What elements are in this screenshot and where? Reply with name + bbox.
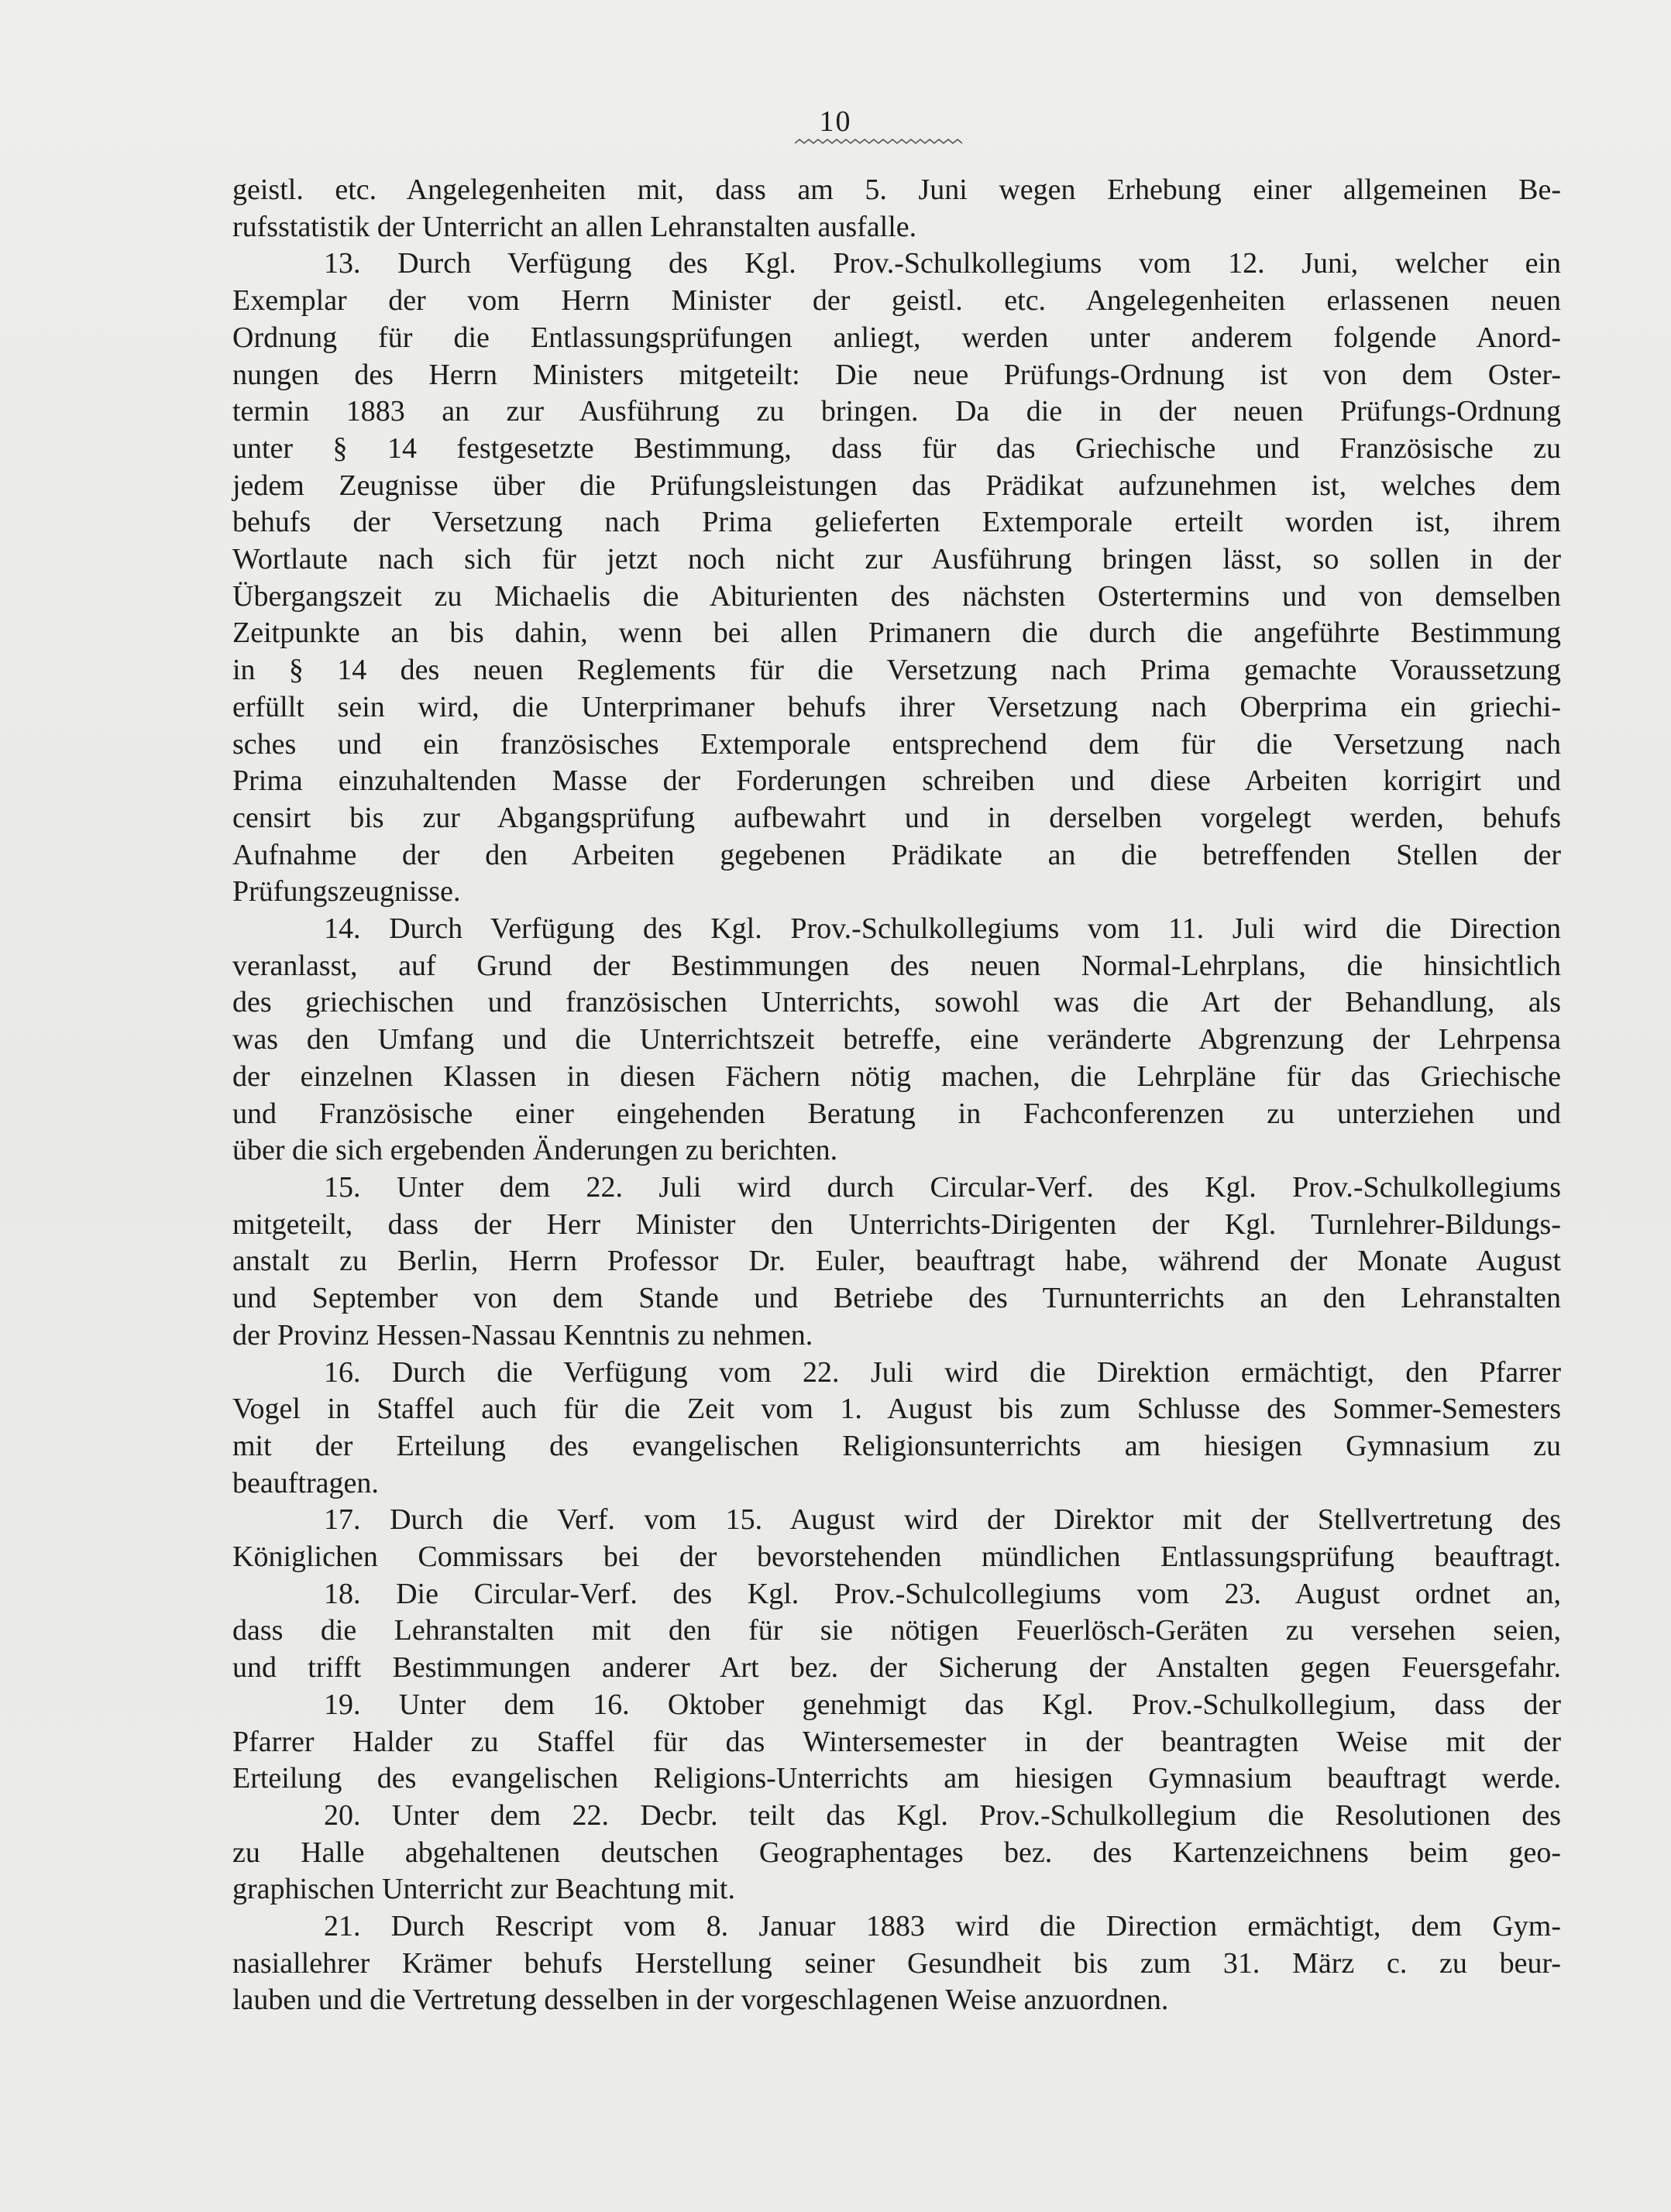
text-line: zu Halle abgehaltenen deutschen Geographentages bez. des Kartenzeichnens beim geo- (232, 1836, 1561, 1869)
text-line: Exemplar der vom Herrn Minister der geistl. etc. Angelegenheiten erlassenen neuen (232, 284, 1561, 318)
text-line: anstalt zu Berlin, Herrn Professor Dr. Euler, beauftragt habe, während der Monate August (232, 1245, 1561, 1278)
text-line: veranlasst, auf Grund der Bestimmungen des neuen Normal-Lehrplans, die hinsichtlich (232, 949, 1561, 982)
text-line: nasiallehrer Krämer behufs Herstellung seiner Gesundheit bis zum 31. März c. zu beur- (232, 1946, 1561, 1980)
text-line: in § 14 des neuen Reglements für die Versetzung nach Prima gemachte Voraussetzung (232, 654, 1561, 687)
text-line: erfüllt sein wird, die Unterprimaner behufs ihrer Versetzung nach Oberprima ein griechi- (232, 690, 1561, 723)
page-number: 10 (819, 105, 852, 138)
text-line: 13. Durch Verfügung des Kgl. Prov.-Schulkollegiums vom 12. Juni, welcher ein (324, 247, 1561, 280)
text-line: Erteilung des evangelischen Religions-Unterrichts am hiesigen Gymnasium beauftragt werde. (232, 1762, 1561, 1795)
text-line: Zeitpunkte an bis dahin, wenn bei allen Primanern die durch die angeführte Bestimmung (232, 617, 1561, 650)
text-line: 18. Die Circular-Verf. des Kgl. Prov.-Schulcollegiums vom 23. August ordnet an, (324, 1577, 1561, 1610)
text-line: mit der Erteilung des evangelischen Religionsunterrichts am hiesigen Gymnasium zu (232, 1429, 1561, 1462)
text-line: dass die Lehranstalten mit den für sie nötigen Feuerlösch-Geräten zu versehen seien, (232, 1614, 1561, 1647)
text-line: graphischen Unterricht zur Beachtung mit. (232, 1873, 735, 1906)
text-line: 21. Durch Rescript vom 8. Januar 1883 wird die Direction ermächtigt, dem Gym- (324, 1910, 1561, 1943)
text-line: Pfarrer Halder zu Staffel für das Wintersemester in der beantragten Weise mit der (232, 1725, 1561, 1758)
ornament-rule-icon (795, 138, 965, 149)
text-line: und Französische einer eingehenden Beratung in Fachconferenzen zu unterziehen und (232, 1097, 1561, 1130)
text-line: termin 1883 an zur Ausführung zu bringen. Da die in der neuen Prüfungs-Ordnung (232, 395, 1561, 428)
text-line: 14. Durch Verfügung des Kgl. Prov.-Schulkollegiums vom 11. Juli wird die Direction (324, 912, 1561, 946)
text-line: und September von dem Stande und Betriebe des Turnunterrichts an den Lehranstalten (232, 1282, 1561, 1315)
text-line: unter § 14 festgesetzte Bestimmung, dass für das Griechische und Französische zu (232, 431, 1561, 465)
text-line: was den Umfang und die Unterrichtszeit betreffe, eine veränderte Abgrenzung der Lehrpensa (232, 1023, 1561, 1056)
text-line: behufs der Versetzung nach Prima gelieferten Extemporale erteilt worden ist, ihrem (232, 506, 1561, 539)
text-line: sches und ein französisches Extemporale entsprechend dem für die Versetzung nach (232, 727, 1561, 761)
text-line: rufsstatistik der Unterricht an allen Lehranstalten ausfalle. (232, 210, 917, 243)
text-line: jedem Zeugnisse über die Prüfungsleistungen das Prädikat aufzunehmen ist, welches dem (232, 469, 1561, 502)
text-line: Aufnahme der den Arbeiten gegebenen Prädikate an die betreffenden Stellen der (232, 838, 1561, 871)
text-line: mitgeteilt, dass der Herr Minister den Unterrichts-Dirigenten der Kgl. Turnlehrer-Bildungs- (232, 1207, 1561, 1241)
text-line: 16. Durch die Verfügung vom 22. Juli wird die Direktion ermächtigt, den Pfarrer (324, 1355, 1561, 1389)
text-line: 17. Durch die Verf. vom 15. August wird der Direktor mit der Stellvertretung des (324, 1503, 1561, 1537)
text-line: nungen des Herrn Ministers mitgeteilt: Die neue Prüfungs-Ordnung ist von dem Oster- (232, 358, 1561, 391)
text-line: 20. Unter dem 22. Decbr. teilt das Kgl. Prov.-Schulkollegium die Resolutionen des (324, 1798, 1561, 1832)
text-line: der Provinz Hessen-Nassau Kenntnis zu nehmen. (232, 1318, 813, 1352)
text-line: Prüfungszeugnisse. (232, 875, 461, 908)
text-line: Prima einzuhaltenden Masse der Forderungen schreiben und diese Arbeiten korrigirt und (232, 764, 1561, 798)
text-line: der einzelnen Klassen in diesen Fächern nötig machen, die Lehrpläne für das Griechische (232, 1060, 1561, 1093)
text-line: 15. Unter dem 22. Juli wird durch Circular-Verf. des Kgl. Prov.-Schulkollegiums (324, 1170, 1561, 1204)
text-line: geistl. etc. Angelegenheiten mit, dass am 5. Juni wegen Erhebung einer allgemeinen Be- (232, 173, 1561, 206)
text-line: censirt bis zur Abgangsprüfung aufbewahrt und in derselben vorgelegt werden, behufs (232, 801, 1561, 834)
text-line: Vogel in Staffel auch für die Zeit vom 1. August bis zum Schlusse des Sommer-Semesters (232, 1393, 1561, 1426)
text-line: und trifft Bestimmungen anderer Art bez. der Sicherung der Anstalten gegen Feuersgefahr. (232, 1651, 1561, 1685)
body-text (232, 172, 1561, 2019)
text-line: 19. Unter dem 16. Oktober genehmigt das Kgl. Prov.-Schulkollegium, dass der (324, 1688, 1561, 1721)
text-line: lauben und die Vertretung desselben in der vorgeschlagenen Weise anzuordnen. (232, 1984, 1169, 2017)
text-line: Ordnung für die Entlassungsprüfungen anliegt, werden unter anderem folgende Anord- (232, 321, 1561, 354)
text-line: beauftragen. (232, 1466, 379, 1499)
text-line: Übergangszeit zu Michaelis die Abiturienten des nächsten Ostertermins und von demselben (232, 579, 1561, 613)
text-line: Königlichen Commissars bei der bevorstehenden mündlichen Entlassungsprüfung beauftragt. (232, 1540, 1561, 1574)
text-line: Wortlaute nach sich für jetzt noch nicht zur Ausführung bringen lässt, so sollen in der (232, 543, 1561, 576)
text-line: des griechischen und französischen Unterrichts, sowohl was die Art der Behandlung, als (232, 986, 1561, 1019)
text-line: über die sich ergebenden Änderungen zu berichten. (232, 1134, 838, 1167)
